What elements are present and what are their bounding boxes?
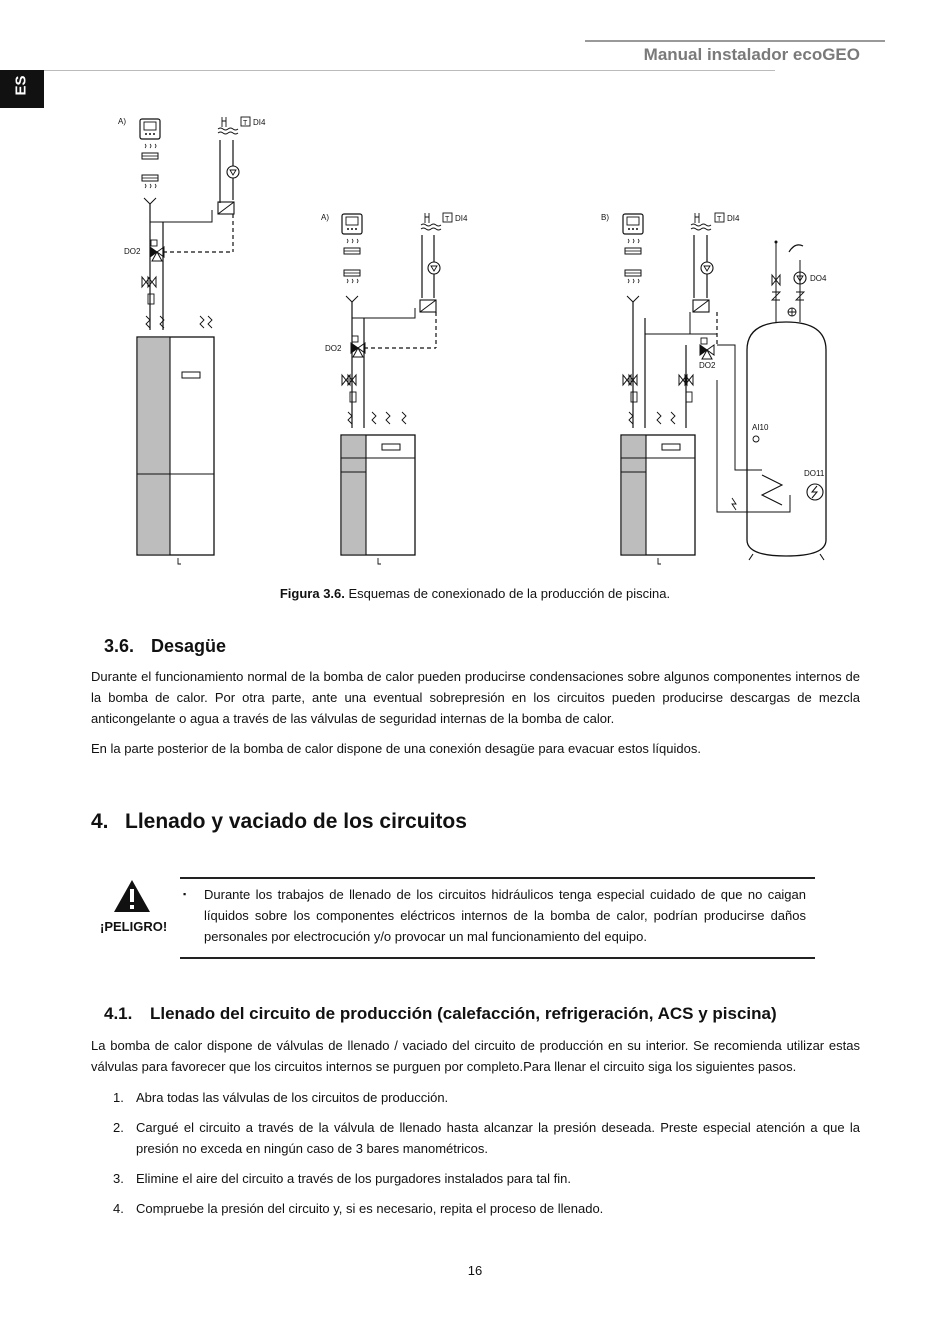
- chapter-heading-4: [91, 810, 467, 834]
- label-do2-middle: DO2: [325, 344, 342, 353]
- warning-bullet: ▪: [183, 889, 187, 899]
- label-do4: DO4: [810, 274, 827, 283]
- figure-caption-label: Figura 3.6.: [279, 586, 345, 601]
- page-number: 16: [467, 1263, 483, 1278]
- language-tab-label: ES: [12, 75, 30, 96]
- diagram-a-left: [118, 117, 266, 564]
- section-number: 3.6.: [104, 636, 135, 656]
- list-item: 4. Compruebe la presión del circuito y, si es necesario, repita el proceso de llenado.: [113, 1201, 604, 1216]
- warning-rule-top: [180, 877, 815, 879]
- warning-triangle-icon: [113, 879, 151, 913]
- label-do2-left: DO2: [124, 247, 141, 256]
- label-ai10: AI10: [752, 423, 769, 432]
- section-heading-3-6: [104, 636, 226, 657]
- section-title: Llenado del circuito de producción (calefacción, refrigeración, ACS y piscina): [150, 1004, 777, 1023]
- label-di4-middle: DI4: [455, 214, 468, 223]
- label-di4-right: DI4: [727, 214, 740, 223]
- warning-rule-bottom: [180, 957, 815, 959]
- chapter-number: 4.: [91, 810, 109, 833]
- diagram-a-middle: [321, 213, 468, 564]
- section-number: 4.1.: [104, 1004, 133, 1023]
- svg-text:T: T: [243, 120, 248, 127]
- warning-text: Durante los trabajos de llenado de los circuitos hidráulicos tenga especial cuidado de que no caigan líquidos sobre los componentes eléctricos internos de la bomba de calor, podrían producirse daños personales por electrocución y/o provocar un mal funcionamiento del equipo.: [204, 887, 806, 944]
- section-3-6-paragraph-1: Durante el funcionamiento normal de la bomba de calor pueden producirse condensaciones sobre algunos componentes internos de la bomba de calor. Por otra parte, ante una eventual sobrepresión en los circuitos pueden producirse descargas de mezcla anticongelante o agua a través de las válvulas de seguridad internas de la bomba de calor.: [91, 669, 860, 726]
- svg-text:T: T: [445, 216, 450, 223]
- filling-steps-list: [91, 1087, 860, 1228]
- chapter-title: Llenado y vaciado de los circuitos: [125, 810, 467, 833]
- svg-text:T: T: [717, 216, 722, 223]
- label-do2-right: DO2: [699, 361, 716, 370]
- section-heading-4-1: [104, 1004, 777, 1024]
- section-3-6-paragraph-2: En la parte posterior de la bomba de calor dispone de una conexión desagüe para evacuar estos líquidos.: [91, 741, 701, 756]
- header-rule-bottom: [0, 70, 775, 71]
- label-di4-left: DI4: [253, 118, 266, 127]
- label-a-middle: A): [321, 213, 329, 222]
- list-item: 1. Abra todas las válvulas de los circuitos de producción.: [113, 1090, 449, 1105]
- list-item: 3. Elimine el aire del circuito a través de los purgadores instalados para tal fin.: [113, 1171, 572, 1186]
- label-do11: DO11: [804, 469, 825, 478]
- label-a-left: A): [118, 117, 126, 126]
- figure-caption: [0, 586, 950, 601]
- warning-label: ¡PELIGRO!: [100, 919, 168, 934]
- label-b: B): [601, 213, 609, 222]
- diagram-b-right: [601, 213, 827, 564]
- header-title: Manual instalador ecoGEO: [643, 45, 860, 64]
- figure-caption-text: Esquemas de conexionado de la producción de piscina.: [348, 586, 671, 601]
- section-title: Desagüe: [151, 636, 227, 656]
- header-rule-top: [585, 40, 885, 42]
- danger-warning-box: [91, 877, 815, 959]
- connection-diagram-figure: [0, 100, 950, 580]
- list-item: 2. Cargué el circuito a través de la válvula de llenado hasta alcanzar la presión deseada. Preste especial atención a que la presión no exceda en ningún caso de 3 bares manométricos.: [113, 1120, 860, 1156]
- section-4-1-paragraph: La bomba de calor dispone de válvulas de llenado / vaciado del circuito de producción en su interior. Se recomienda utilizar estas válvulas para favorecer que los circuitos internos se purguen por completo.Para llenar el circuito siga los siguientes pasos.: [91, 1038, 860, 1074]
